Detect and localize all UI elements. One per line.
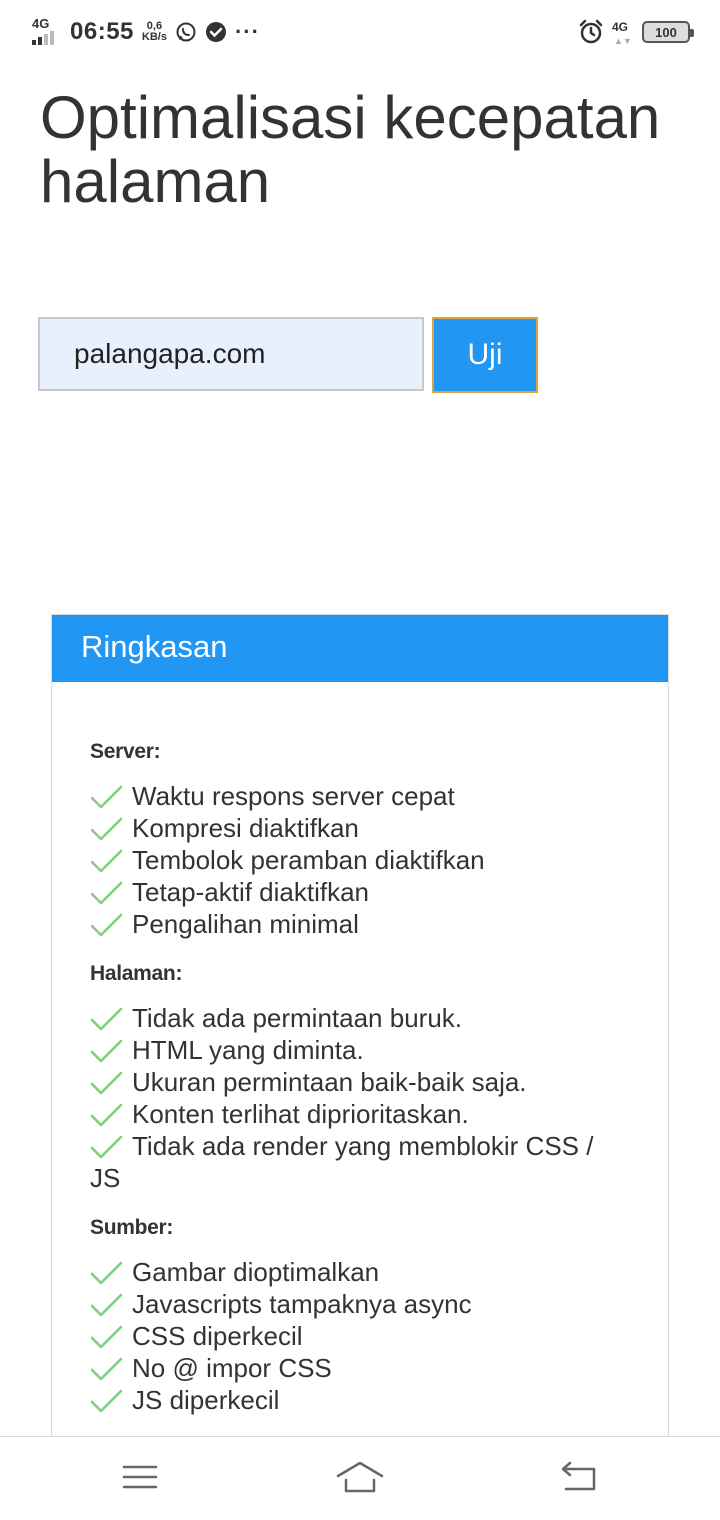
status-time: 06:55 [70, 18, 134, 45]
check-item-text: Tidak ada render yang memblokir CSS / JS [90, 1131, 594, 1193]
check-item-text: Tidak ada permintaan buruk. [132, 1003, 463, 1033]
bottom-navigation-bar [0, 1436, 720, 1520]
page-check-list [90, 1002, 668, 1194]
list-item [90, 1256, 630, 1288]
mobile-data-icon: 4G ▲▼ [612, 20, 632, 46]
section-title-resources: Sumber: [90, 1216, 174, 1239]
list-item [90, 812, 630, 844]
section-title-server: Server: [90, 740, 161, 763]
list-item [90, 780, 630, 812]
battery-icon [642, 21, 690, 43]
check-icon [90, 912, 124, 936]
menu-icon [122, 1463, 158, 1496]
network-speed-value: 0,6 [146, 20, 163, 32]
check-item-text: Pengalihan minimal [132, 909, 359, 939]
url-test-form [38, 317, 538, 393]
check-icon [90, 1324, 124, 1348]
alarm-icon [578, 19, 604, 45]
battery-level: 100 [655, 24, 677, 40]
check-item-text: Javascripts tampaknya async [132, 1289, 472, 1319]
check-item-text: JS diperkecil [132, 1385, 280, 1415]
check-icon [90, 1292, 124, 1316]
list-item [90, 876, 630, 908]
list-item [90, 1098, 630, 1130]
check-icon [90, 1038, 124, 1062]
status-bar-left [30, 14, 260, 50]
check-icon [90, 1134, 124, 1158]
list-item [90, 844, 630, 876]
list-item [90, 1130, 630, 1194]
section-title-page: Halaman: [90, 962, 183, 985]
list-item [90, 1352, 630, 1384]
check-icon [90, 816, 124, 840]
check-icon [90, 848, 124, 872]
network-speed [142, 21, 167, 43]
list-item [90, 1002, 630, 1034]
check-item-text: Waktu respons server cepat [132, 781, 455, 811]
check-item-text: CSS diperkecil [132, 1321, 303, 1351]
home-button[interactable] [336, 1459, 384, 1499]
check-item-text: Gambar dioptimalkan [132, 1257, 380, 1287]
back-button[interactable] [558, 1459, 598, 1499]
test-button[interactable]: Uji [432, 317, 538, 393]
check-item-text: Tetap-aktif diaktifkan [132, 877, 370, 907]
check-icon [90, 1388, 124, 1412]
summary-body [52, 682, 668, 1416]
check-icon [90, 1102, 124, 1126]
server-check-list [90, 780, 668, 940]
status-bar-right [578, 16, 690, 48]
url-input[interactable] [38, 317, 424, 391]
page-title: Optimalisasi kecepatan halaman [40, 84, 661, 215]
list-item [90, 1066, 630, 1098]
check-icon [90, 1260, 124, 1284]
summary-card [51, 614, 669, 1514]
check-item-text: HTML yang diminta. [132, 1035, 364, 1065]
list-item [90, 1384, 630, 1416]
check-item-text: Ukuran permintaan baik-baik saja. [132, 1067, 527, 1097]
status-bar [0, 0, 720, 64]
check-icon [90, 784, 124, 808]
home-icon [336, 1460, 384, 1499]
summary-header: Ringkasan [52, 615, 668, 682]
check-icon [90, 880, 124, 904]
check-item-text: No @ impor CSS [132, 1353, 332, 1383]
list-item [90, 1320, 630, 1352]
back-icon [558, 1461, 598, 1498]
menu-button[interactable] [120, 1459, 160, 1499]
list-item [90, 1034, 630, 1066]
list-item [90, 1288, 630, 1320]
whatsapp-icon [175, 21, 197, 43]
check-icon [90, 1070, 124, 1094]
signal-icon [30, 17, 62, 47]
network-type-left: 4G [32, 16, 50, 31]
check-item-text: Kompresi diaktifkan [132, 813, 359, 843]
check-item-text: Tembolok peramban diaktifkan [132, 845, 485, 875]
check-circle-icon [205, 21, 227, 43]
resources-check-list [90, 1256, 668, 1416]
check-item-text: Konten terlihat diprioritaskan. [132, 1099, 469, 1129]
list-item [90, 908, 630, 940]
check-icon [90, 1006, 124, 1030]
network-speed-unit: KB/s [141, 31, 167, 43]
network-type-right: 4G [612, 20, 629, 34]
more-dots-icon: ··· [234, 19, 260, 44]
check-icon [90, 1356, 124, 1380]
